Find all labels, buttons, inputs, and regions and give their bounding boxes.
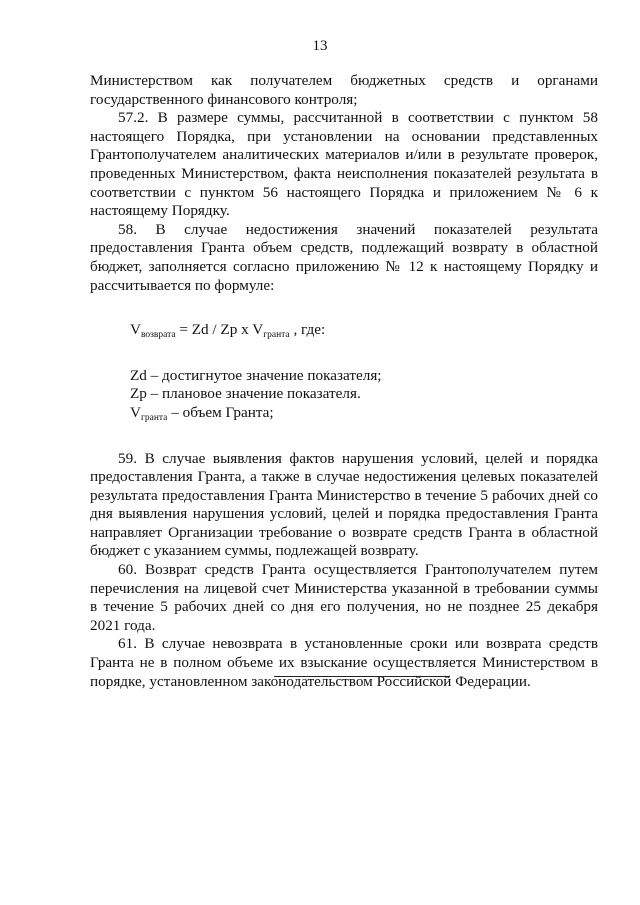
legend-v-text: – объем Гранта; [167,403,274,421]
paragraph-60: 60. Возврат средств Гранта осуществляется Грантополучателем путем перечисления на лицевой счет Министерства указанной в требовании суммы в течение 5 рабочих дней со дня его получения, но не позднее 25 декабря 2021 года. [90,561,598,634]
formula-lhs-subscript: возврата [140,330,176,341]
paragraph-59: 59. В случае выявления фактов нарушения условий, целей и порядка предоставления Гранта, а также в случае недостижения целевых показателей результата предоставления Гранта Министерство в течение 5 рабочих дней со дня выявления нарушения условий, целей и порядка предоставления Гранта направляет Организации требование о возврате средств Гранта в областной бюджет с указанием суммы, подлежащей возврату. [90,449,598,560]
legend-v-subscript: гранта [140,412,168,423]
document-body [90,72,598,691]
formula-tail: , где: [289,321,326,339]
formula [90,321,598,345]
legend-v-symbol: V [130,403,141,421]
paragraph-continuation: Министерством как получателем бюджетных средств и органами государственного финансового контроля; [90,72,598,108]
paragraph-57-2: 57.2. В размере суммы, рассчитанной в соответствии с пунктом 58 настоящего Порядка, при установлении на основании представленных Грантополучателем аналитических материалов и/или в результате проверок, проведенных Министерством, факта неисполнения показателей результата в соответствии с пунктом 56 настоящего Порядка и приложением № 6 к настоящему Порядку. [90,109,598,220]
paragraph-61: 61. В случае невозврата в установленные сроки или возврата средств Гранта не в полном объеме их взыскание осуществляется Министерством в порядке, установленном законодательством Российской Федерации. [90,635,598,690]
formula-rhs-subscript: гранта [263,330,290,341]
formula-lhs-symbol: V [130,321,141,339]
legend-zp: Zp – плановое значение показателя. [130,385,361,403]
legend-v-grant [90,404,598,428]
end-of-text-rule [274,676,450,677]
paragraph-58: 58. В случае недостижения значений показателей результата предоставления Гранта объем средств, подлежащий возврату в областной бюджет, заполняется согласно приложению № 12 к настоящему Порядку и рассчитывается по формуле: [90,220,598,294]
legend-zd: Zd – достигнутое значение показателя; [130,366,382,384]
page-number: 13 [312,38,328,54]
formula-expression: = Zd / Zp x V [175,321,264,339]
